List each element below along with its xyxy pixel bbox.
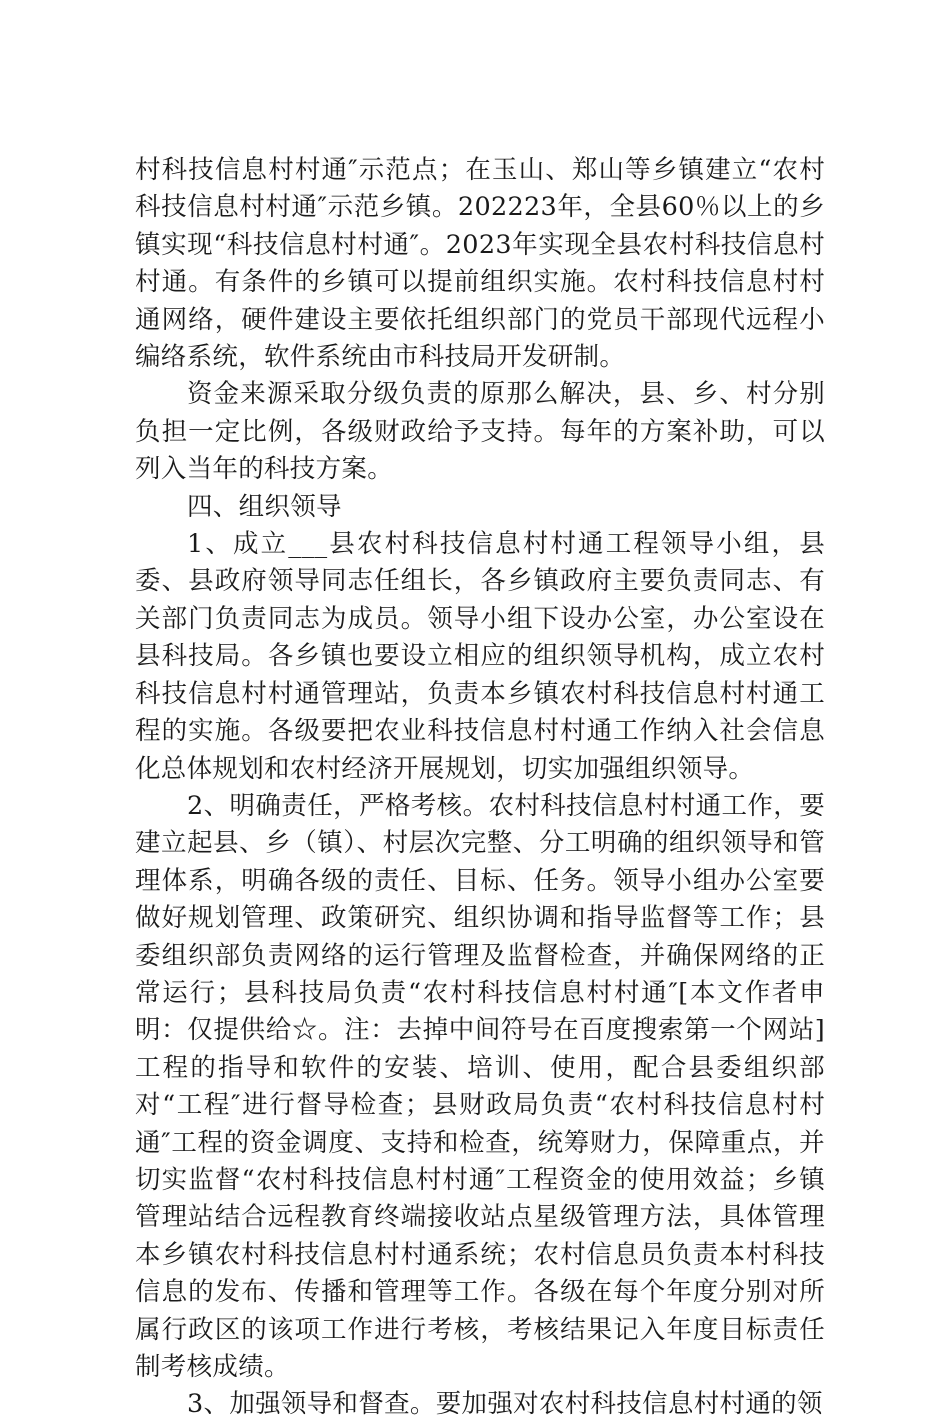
paragraph: 3、加强领导和督查。要加强对农村科技信息村村通的领 — [187, 1389, 823, 1420]
paragraph: 1、成立___县农村科技信息村村通工程领导小组，县委、县政府领导同志任组长，各乡镇政府主要负责同志、有关部门负责同志为成员。领导小组下设办公室，办公室设在县科技局。各乡镇也要设立相应的组织领导机构，成立农村科技信息村村通管理站，负责本乡镇农村科技信息村村通工程的实施。各级要把农业科技信息村村通工作纳入社会信息化总体规划和农村经济开展规划，切实加强组织领导。 — [135, 529, 825, 784]
document-body — [135, 152, 825, 1424]
section-heading: 四、组织领导 — [187, 491, 342, 522]
paragraph: 2、明确责任，严格考核。农村科技信息村村通工作，要建立起县、乡（镇）、村层次完整、分工明确的组织领导和管理体系，明确各级的责任、目标、任务。领导小组办公室要做好规划管理、政策研究、组织协调和指导监督等工作；县委组织部负责网络的运行管理及监督检查，并确保网络的正常运行；县科技局负责“农村科技信息村村通″[本文作者申明：仅提供给☆。注：去掉中间符号在百度搜索第一个网站]工程的指导和软件的安装、培训、使用，配合县委组织部对“工程″进行督导检查；县财政局负责“农村科技信息村村通″工程的资金调度、支持和检查，统筹财力，保障重点，并切实监督“农村科技信息村村通″工程资金的使用效益；乡镇管理站结合远程教育终端接收站点星级管理方法，具体管理本乡镇农村科技信息村村通系统；农村信息员负责本村科技信息的发布、传播和管理等工作。各级在每个年度分别对所属行政区的该项工作进行考核，考核结果记入年度目标责任制考核成绩。 — [135, 790, 825, 1382]
paragraph: 村科技信息村村通″示范点；在玉山、郑山等乡镇建立“农村科技信息村村通″示范乡镇。202223年，全县60％以上的乡镇实现“科技信息村村通″。2023年实现全县农村科技信息村村通。有条件的乡镇可以提前组织实施。农村科技信息村村通网络，硬件建设主要依托组织部门的党员干部现代远程小编络系统，软件系统由市科技局开发研制。 — [135, 155, 825, 373]
paragraph: 资金来源采取分级负责的原那么解决，县、乡、村分别负担一定比例，各级财政给予支持。每年的方案补助，可以列入当年的科技方案。 — [135, 379, 825, 485]
